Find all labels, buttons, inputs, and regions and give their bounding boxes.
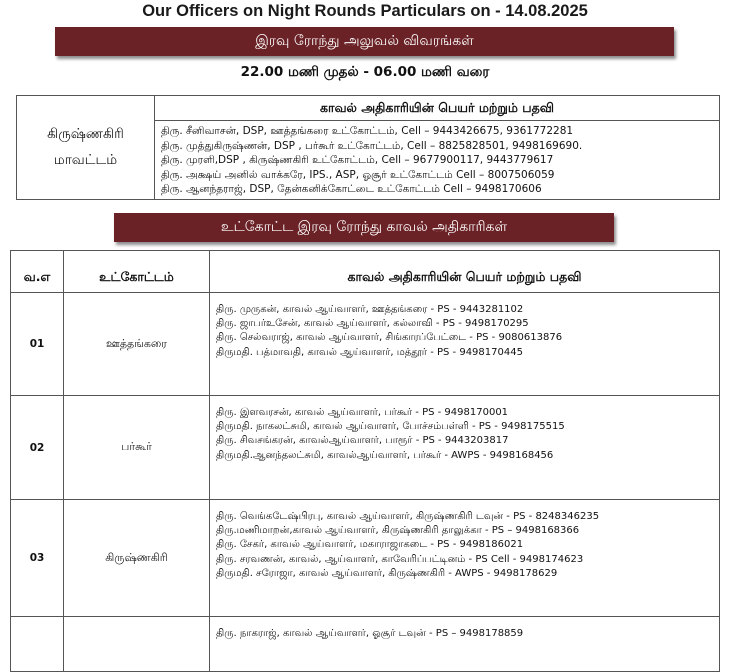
officer-line: திருமதி. நாகலட்சுமி, காவல் ஆய்வாளர், போச்சம்பள்ளி - PS - 9498175515 <box>216 421 565 433</box>
column-header-sno: வ.எ <box>11 251 64 293</box>
officer-line: திருமதி.ஆனந்தலட்சுமி, காவல்ஆய்வாளர், பர்கூர் - AWPS - 9498168456 <box>216 449 554 461</box>
district-officer-line: திரு. முரளி,DSP , கிருஷ்ணகிரி உட்கோட்டம், Cell – 9677900117, 9443779617 <box>161 154 554 167</box>
column-header-subdivision: உட்கோட்டம் <box>64 251 210 293</box>
row-officers <box>210 396 720 500</box>
officer-line: திரு. முருகன், காவல் ஆய்வாளர், ஊத்தங்கரை - PS - 9443281102 <box>216 304 524 315</box>
row-sno: 02 <box>11 396 64 500</box>
officer-line: திரு.மணிமாறன்,காவல் ஆய்வாளர், கிருஷ்ணகிரி தாலுக்கா - PS – 9498168366 <box>216 525 580 537</box>
officer-line: திரு. சரவணன், காவல், ஆய்வாளர், காவேரிப்பட்டினம் - PS Cell - 9498174623 <box>216 553 584 565</box>
column-header-officer: காவல் அதிகாரியின் பெயர் மற்றும் பதவி <box>210 251 720 293</box>
row-sno <box>11 617 64 672</box>
subdivision-officers-table <box>10 250 720 672</box>
table-row <box>11 617 720 672</box>
district-officers-table <box>16 95 720 200</box>
row-officers <box>210 500 720 617</box>
row-sno: 03 <box>11 500 64 617</box>
district-name-line1: கிருஷ்ணகிரி <box>47 126 124 143</box>
officer-line: திருமதி. சரோஜா, காவல் ஆய்வாளர், கிருஷ்ணகிரி - AWPS - 9498178629 <box>216 567 558 579</box>
district-officer-line: திரு. முத்துகிருஷ்ணன், DSP , பர்கூர் உட்கோட்டம், Cell – 8825828501, 9498169690. <box>161 139 583 152</box>
district-officer-line: திரு. சீனிவாசன், DSP, ஊத்தங்கரை உட்கோட்டம், Cell – 9443426675, 9361772281 <box>161 125 574 137</box>
district-name-line2: மாவட்டம் <box>53 152 118 169</box>
row-subdivision: கிருஷ்ணகிரி <box>64 500 210 617</box>
table-row <box>11 500 720 617</box>
row-subdivision <box>64 617 210 672</box>
table-row <box>11 396 720 500</box>
district-officer-header: காவல் அதிகாரியின் பெயர் மற்றும் பதவி <box>155 96 720 121</box>
row-officers <box>210 617 720 672</box>
subdivision-banner: உட்கோட்ட இரவு ரோந்து காவல் அதிகாரிகள் <box>114 213 614 242</box>
officer-line: திரு. ஜாபர்உசேன், காவல் ஆய்வாளர், கல்லாவி - PS - 9498170295 <box>216 318 529 330</box>
table-header-row <box>11 251 720 293</box>
row-officers <box>210 293 720 396</box>
row-subdivision: ஊத்தங்கரை <box>64 293 210 396</box>
night-rounds-banner: இரவு ரோந்து அலுவல் விவரங்கள் <box>55 27 674 56</box>
page-title: Our Officers on Night Rounds Particulars on - 14.08.2025 <box>142 2 588 20</box>
officer-line: திரு. சேகர், காவல் ஆய்வாளர், மகாராஜாகடை - PS - 9498186021 <box>216 539 524 551</box>
row-subdivision: பர்கூர் <box>64 396 210 500</box>
timing-text: 22.00 மணி முதல் - 06.00 மணி வரை <box>240 64 490 80</box>
officer-line: திருமதி. பத்மாவதி, காவல் ஆய்வாளர், மத்தூர் - PS - 9498170445 <box>216 346 523 358</box>
district-officer-list <box>155 121 720 200</box>
officer-line: திரு. நாகராஜ், காவல் ஆய்வாளர், ஓசூர் டவுன் - PS – 9498178859 <box>216 628 524 639</box>
district-officer-line: திரு. ஆனந்தராஜ், DSP, தேன்கனிக்கோட்டை உட்கோட்டம் Cell – 9498170606 <box>161 183 542 196</box>
district-officer-line: திரு. அக்ஷய் அனில் வாக்கரே, IPS., ASP, ஓசூர் உட்கோட்டம் Cell – 8007506059 <box>161 168 555 181</box>
officer-line: திரு. வெங்கடேஷ்பிரபு, காவல் ஆய்வாளர், கிருஷ்ணகிரி டவுன் - PS - 8248346235 <box>216 511 600 522</box>
district-name-cell <box>17 96 155 200</box>
officer-line: திரு. இளவரசன், காவல் ஆய்வாளர், பர்கூர் - PS - 9498170001 <box>216 407 509 418</box>
table-row <box>11 293 720 396</box>
row-sno: 01 <box>11 293 64 396</box>
officer-line: திரு. சிவசங்கரன், காவல்ஆய்வாளர், பாரூர் - PS - 9443203817 <box>216 435 509 447</box>
officer-line: திரு. செல்வராஜ், காவல் ஆய்வாளர், சிங்காரப்பேட்டை - PS - 9080613876 <box>216 332 563 344</box>
